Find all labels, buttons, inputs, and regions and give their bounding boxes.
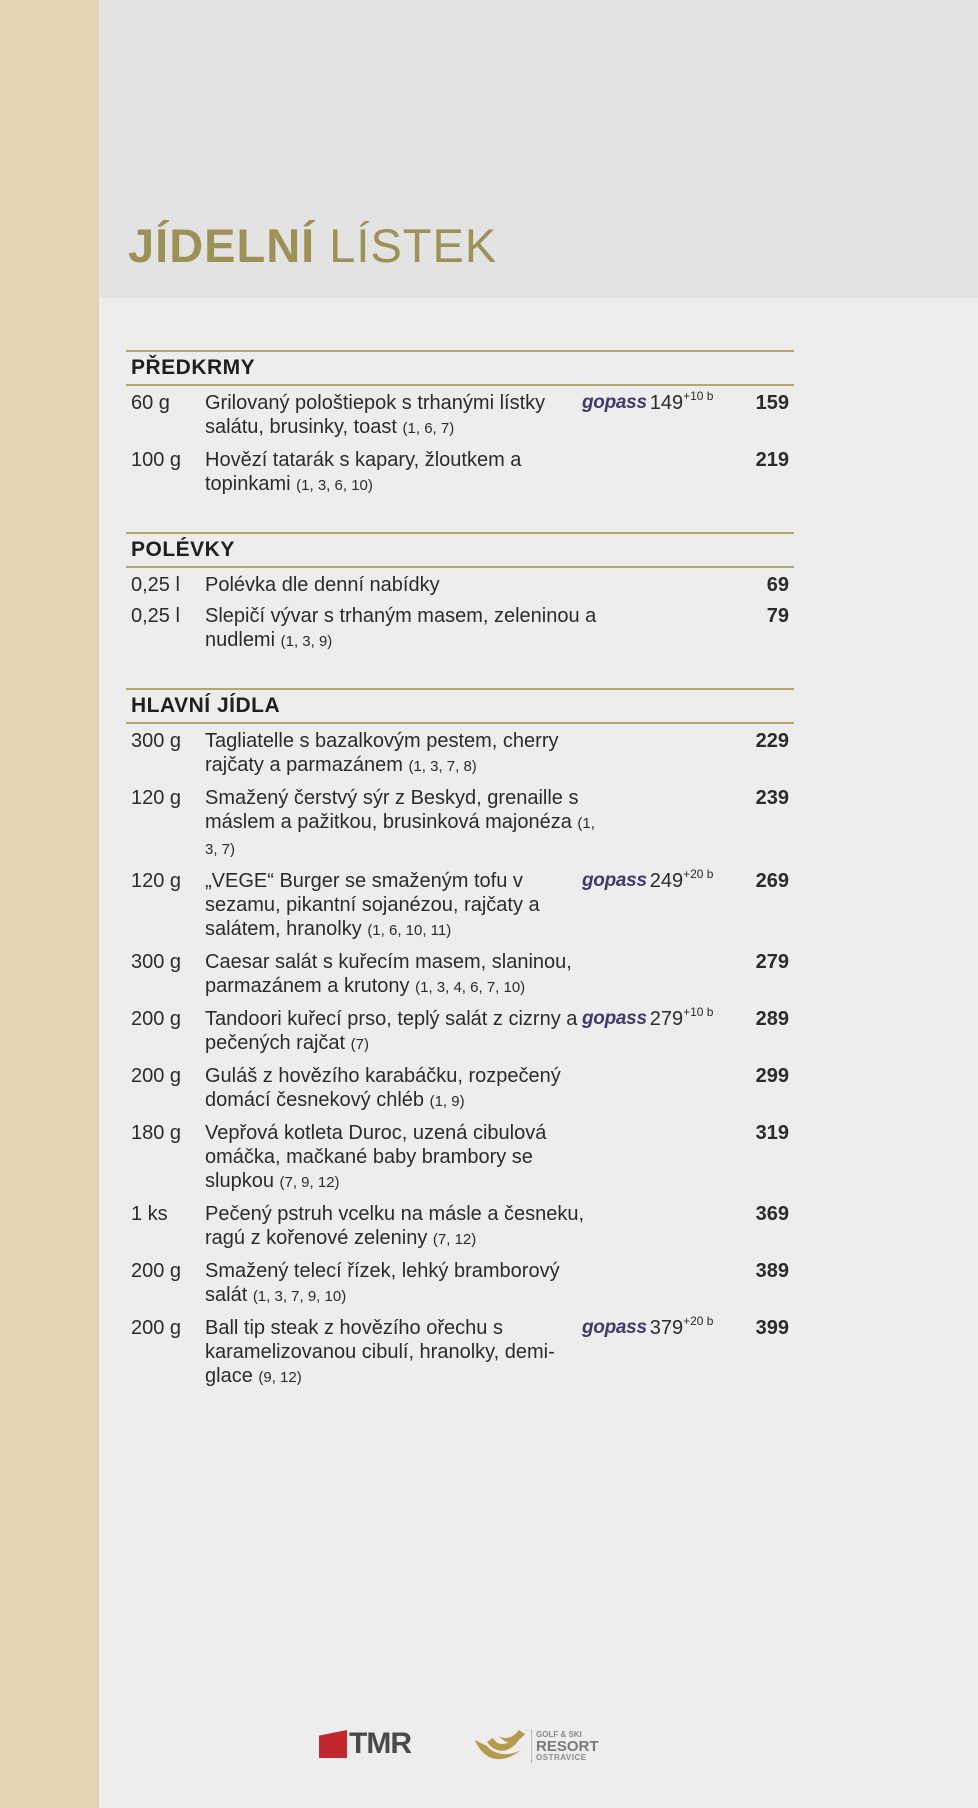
item-quantity: 180 g <box>131 1122 182 1144</box>
gopass-offer <box>582 869 713 893</box>
item-price: 299 <box>755 1065 789 1087</box>
resort-line-1: GOLF & SKI <box>536 1729 582 1739</box>
resort-logo <box>473 1726 599 1766</box>
item-allergens: (9, 12) <box>258 1369 302 1386</box>
item-name <box>205 1121 597 1195</box>
page-title <box>128 219 498 272</box>
item-price: 159 <box>755 392 789 414</box>
item-price: 279 <box>755 951 789 973</box>
item-allergens: (1, 3, 7) <box>205 815 595 858</box>
tmr-mark-icon <box>319 1730 347 1758</box>
menu-item <box>126 1259 794 1309</box>
menu-item <box>126 869 794 943</box>
item-price: 79 <box>766 605 789 627</box>
menu-section <box>126 350 794 498</box>
section-items <box>126 568 794 654</box>
section-items <box>126 724 794 1390</box>
item-price: 219 <box>755 449 789 471</box>
gopass-logo: gopass <box>582 1008 647 1029</box>
item-allergens: (1, 6, 7) <box>402 420 455 437</box>
gopass-price: 379 <box>649 1317 684 1339</box>
item-allergens: (7) <box>350 1036 369 1053</box>
item-allergens: (1, 3, 6, 10) <box>296 477 373 494</box>
item-name <box>205 573 597 597</box>
item-name-text: Tandoori kuřecí prso, teplý salát z cizrny a pečených rajčat <box>205 1008 578 1054</box>
item-quantity: 60 g <box>131 392 170 414</box>
item-price: 229 <box>755 730 789 752</box>
resort-divider <box>531 1729 532 1763</box>
item-price: 369 <box>755 1203 789 1225</box>
item-name <box>205 729 597 779</box>
gopass-logo: gopass <box>582 392 647 413</box>
item-name-text: Smažený telecí řízek, lehký bramborový salát <box>205 1260 560 1306</box>
item-name <box>205 1316 597 1390</box>
resort-line-2: RESORT <box>536 1737 599 1755</box>
item-quantity: 0,25 l <box>131 574 180 596</box>
gopass-bonus: +10 b <box>683 389 714 403</box>
title-light: LÍSTEK <box>329 219 498 272</box>
item-quantity: 300 g <box>131 730 182 752</box>
item-quantity: 0,25 l <box>131 605 180 627</box>
item-allergens: (7, 12) <box>432 1231 477 1248</box>
item-name-text: Tagliatelle s bazalkovým pestem, cherry rajčaty a parmazánem <box>205 730 559 776</box>
menu-item <box>126 604 794 654</box>
menu-section <box>126 688 794 1390</box>
item-quantity: 300 g <box>131 951 182 973</box>
menu-item <box>126 1007 794 1057</box>
item-allergens: (1, 3, 7, 9, 10) <box>252 1288 347 1305</box>
tmr-logo <box>319 1727 411 1760</box>
item-quantity: 200 g <box>131 1008 182 1030</box>
item-name-text: Ball tip steak z hovězího ořechu s karamelizovanou cibulí, hranolky, demi-glace <box>205 1317 555 1387</box>
item-quantity: 200 g <box>131 1317 182 1339</box>
item-name-text: Hovězí tatarák s kapary, žloutkem a topinkami <box>205 449 522 495</box>
menu-item <box>126 1121 794 1195</box>
item-allergens: (1, 3, 7, 8) <box>408 758 477 775</box>
item-quantity: 1 ks <box>131 1203 168 1225</box>
item-name-text: Grilovaný pološtiepok s trhanými lístky salátu, brusinky, toast <box>205 392 546 438</box>
side-strip <box>0 0 99 1808</box>
menu-item <box>126 1316 794 1390</box>
item-price: 289 <box>755 1008 789 1030</box>
item-price: 399 <box>755 1317 789 1339</box>
item-quantity: 120 g <box>131 787 182 809</box>
item-name <box>205 391 597 441</box>
item-name <box>205 1259 597 1309</box>
title-bold: JÍDELNÍ <box>128 219 316 272</box>
menu <box>126 350 794 1424</box>
item-allergens: (1, 3, 4, 6, 7, 10) <box>415 979 526 996</box>
item-name-text: „VEGE“ Burger se smaženým tofu v sezamu, pikantní sojanézou, rajčaty a salátem, hranolky <box>205 870 540 940</box>
gopass-bonus: +20 b <box>683 1314 714 1328</box>
item-name-text: Polévka dle denní nabídky <box>205 574 440 596</box>
section-items <box>126 386 794 498</box>
item-name <box>205 1064 597 1114</box>
gopass-bonus: +20 b <box>683 867 714 881</box>
item-quantity: 200 g <box>131 1065 182 1087</box>
gopass-price: 149 <box>649 392 684 414</box>
item-name <box>205 1202 597 1252</box>
item-name <box>205 786 597 862</box>
item-quantity: 100 g <box>131 449 182 471</box>
menu-item <box>126 729 794 779</box>
menu-item <box>126 786 794 862</box>
item-name-text: Pečený pstruh vcelku na másle a česneku, ragú z kořenové zeleniny <box>205 1203 585 1249</box>
gopass-bonus: +10 b <box>683 1005 714 1019</box>
menu-section <box>126 532 794 654</box>
gopass-offer <box>582 391 713 415</box>
resort-line-3: OSTRAVICE <box>536 1752 587 1762</box>
menu-item <box>126 391 794 441</box>
gopass-logo: gopass <box>582 870 647 891</box>
item-name <box>205 950 597 1000</box>
menu-item <box>126 573 794 597</box>
item-name <box>205 869 597 943</box>
item-name <box>205 448 597 498</box>
item-name-text: Caesar salát s kuřecím masem, slaninou, parmazánem a krutony <box>205 951 572 997</box>
menu-item <box>126 950 794 1000</box>
item-name-text: Guláš z hovězího karabáčku, rozpečený domácí česnekový chléb <box>205 1065 561 1111</box>
item-name-text: Vepřová kotleta Duroc, uzená cibulová omáčka, mačkané baby brambory se slupkou <box>205 1122 547 1192</box>
item-name <box>205 604 597 654</box>
section-title: HLAVNÍ JÍDLA <box>126 688 794 724</box>
gopass-logo: gopass <box>582 1317 647 1338</box>
gopass-offer <box>582 1007 713 1031</box>
tmr-logo-text: TMR <box>349 1727 411 1760</box>
section-title: PŘEDKRMY <box>126 350 794 386</box>
item-allergens: (1, 3, 9) <box>280 633 333 650</box>
section-title: POLÉVKY <box>126 532 794 568</box>
item-price: 389 <box>755 1260 789 1282</box>
menu-item <box>126 448 794 498</box>
menu-item <box>126 1064 794 1114</box>
item-allergens: (7, 9, 12) <box>279 1174 340 1191</box>
resort-logo-text <box>536 1731 599 1762</box>
menu-item <box>126 1202 794 1252</box>
item-quantity: 200 g <box>131 1260 182 1282</box>
item-allergens: (1, 6, 10, 11) <box>367 922 452 939</box>
item-price: 269 <box>755 870 789 892</box>
item-quantity: 120 g <box>131 870 182 892</box>
gopass-price: 249 <box>649 870 684 892</box>
item-price: 69 <box>766 574 789 596</box>
gopass-offer <box>582 1316 713 1340</box>
item-name <box>205 1007 597 1057</box>
resort-swoosh-icon <box>473 1726 529 1766</box>
item-price: 319 <box>755 1122 789 1144</box>
item-name-text: Slepičí vývar s trhaným masem, zeleninou a nudlemi <box>205 605 597 651</box>
item-name-text: Smažený čerstvý sýr z Beskyd, grenaille s máslem a pažitkou, brusinková majonéza <box>205 787 579 833</box>
item-allergens: (1, 9) <box>429 1093 465 1110</box>
item-price: 239 <box>755 787 789 809</box>
gopass-price: 279 <box>649 1008 684 1030</box>
